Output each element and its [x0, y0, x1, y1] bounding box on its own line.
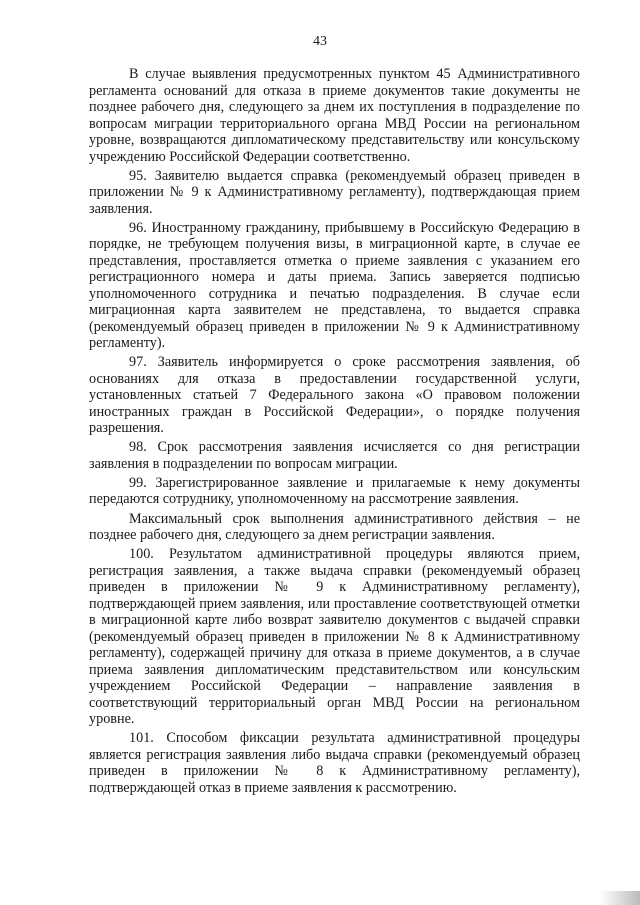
scan-edge-shadow [600, 891, 640, 905]
paragraph-100: 100. Результатом административной процедуры являются прием, регистрация заявления, а также выдача справки (рекомендуемый образец приведен в приложении № 9 к Административному регламенту), подтверждающей прием заявления, или проставление соответствующей отметки в миграционной карте либо возврат заявителю документов с выдачей справки (рекомендуемый образец приведен в приложении № 8 к Административному регламенту), содержащей причину для отказа в приеме документов, а в случае приема заявления дипломатическим представительством или консульским учреждением Российской Федерации – направление заявления в соответствующий территориальный орган МВД России на региональном уровне. [89, 546, 580, 728]
paragraph-97: 97. Заявитель информируется о сроке рассмотрения заявления, об основаниях для отказа в предоставлении государственной услуги, установленных статьей 7 Федерального закона «О правовом положении иностранных граждан в Российской Федерации», о порядке получения разрешения. [89, 354, 580, 437]
paragraph-intro: В случае выявления предусмотренных пунктом 45 Административного регламента оснований для отказа в приеме документов такие документы не позднее рабочего дня, следующего за днем их поступления в подразделение по вопросам миграции территориального органа МВД России на региональном уровне, возвращаются дипломатическому представительству или консульскому учреждению Российской Федерации соответственно. [89, 66, 580, 165]
paragraph-99-deadline: Максимальный срок выполнения административного действия – не позднее рабочего дня, следующего за днем регистрации заявления. [89, 510, 580, 544]
paragraph-95: 95. Заявителю выдается справка (рекомендуемый образец приведен в приложении № 9 к Административному регламенту), подтверждающая прием заявления. [89, 167, 580, 217]
paragraph-96: 96. Иностранному гражданину, прибывшему в Российскую Федерацию в порядке, не требующем получения визы, в миграционной карте, в случае ее представления, проставляется отметка о приеме заявления с указанием его регистрационного номера и даты приема. Запись заверяется подписью уполномоченного сотрудника и печатью подразделения. В случае если миграционная карта заявителем не представлена, то выдается справка (рекомендуемый образец приведен в приложении № 9 к Административному регламенту). [89, 219, 580, 352]
paragraph-98: 98. Срок рассмотрения заявления исчисляется со дня регистрации заявления в подразделении по вопросам миграции. [89, 439, 580, 472]
paragraph-99: 99. Зарегистрированное заявление и прилагаемые к нему документы передаются сотруднику, уполномоченному на рассмотрение заявления. [89, 474, 580, 508]
page-number: 43 [313, 34, 327, 49]
document-body [89, 66, 580, 799]
paragraph-101: 101. Способом фиксации результата административной процедуры является регистрация заявления либо выдача справки (рекомендуемый образец приведен в приложении № 8 к Административному регламенту), подтверждающей отказ в приеме заявления к рассмотрению. [89, 730, 580, 796]
